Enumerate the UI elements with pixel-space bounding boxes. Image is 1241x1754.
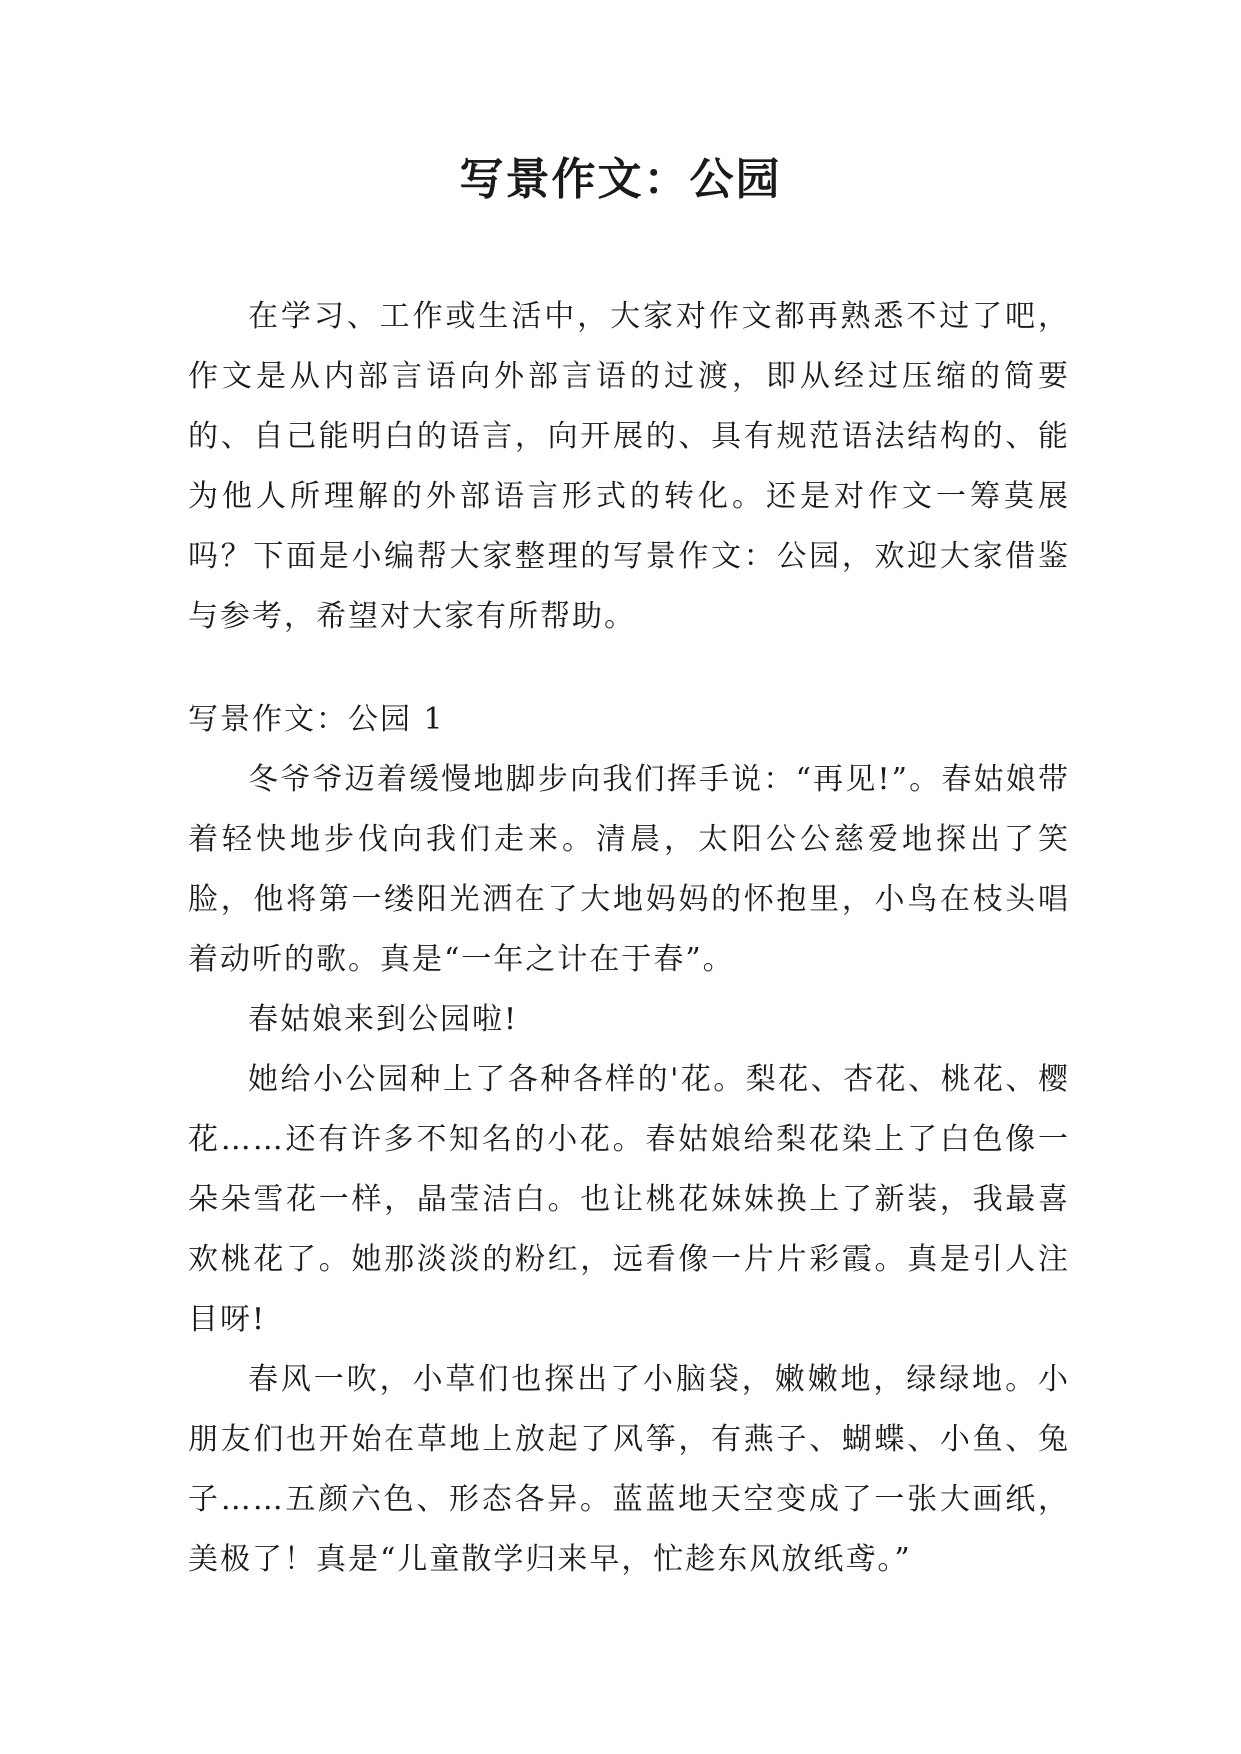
essay-section: [188, 690, 1070, 1590]
essay-paragraph: 春姑娘来到公园啦!: [248, 1002, 519, 1037]
essay-paragraph: 她给小公园种上了各种各样的'花。梨花、杏花、桃花、樱花……还有许多不知名的小花。春姑娘给梨花染上了白色像一朵朵雪花一样，晶莹洁白。也让桃花妹妹换上了新装，我最喜欢桃花了。她那淡淡的粉红，远看像一片片彩霞。真是引人注目呀!: [188, 1062, 1070, 1337]
section-heading: 写景作文：公园 1: [188, 702, 445, 737]
intro-block: [188, 287, 1070, 647]
essay-paragraph: 春风一吹，小草们也探出了小脑袋，嫩嫩地，绿绿地。小朋友们也开始在草地上放起了风筝，有燕子、蝴蝶、小鱼、兔子……五颜六色、形态各异。蓝蓝地天空变成了一张大画纸，美极了！真是“儿童散学归来早，忙趁东风放纸鸢。”: [188, 1362, 1070, 1577]
document-title: 写景作文：公园: [459, 154, 782, 205]
intro-paragraph: 在学习、工作或生活中，大家对作文都再熟悉不过了吧，作文是从内部言语向外部言语的过渡，即从经过压缩的简要的、自己能明白的语言，向开展的、具有规范语法结构的、能为他人所理解的外部语言形式的转化。还是对作文一筹莫展吗？下面是小编帮大家整理的写景作文：公园，欢迎大家借鉴与参考，希望对大家有所帮助。: [188, 299, 1070, 634]
essay-paragraph: 冬爷爷迈着缓慢地脚步向我们挥手说：“再见!”。春姑娘带着轻快地步伐向我们走来。清晨，太阳公公慈爱地探出了笑脸，他将第一缕阳光洒在了大地妈妈的怀抱里，小鸟在枝头唱着动听的歌。真是“一年之计在于春”。: [188, 762, 1070, 977]
